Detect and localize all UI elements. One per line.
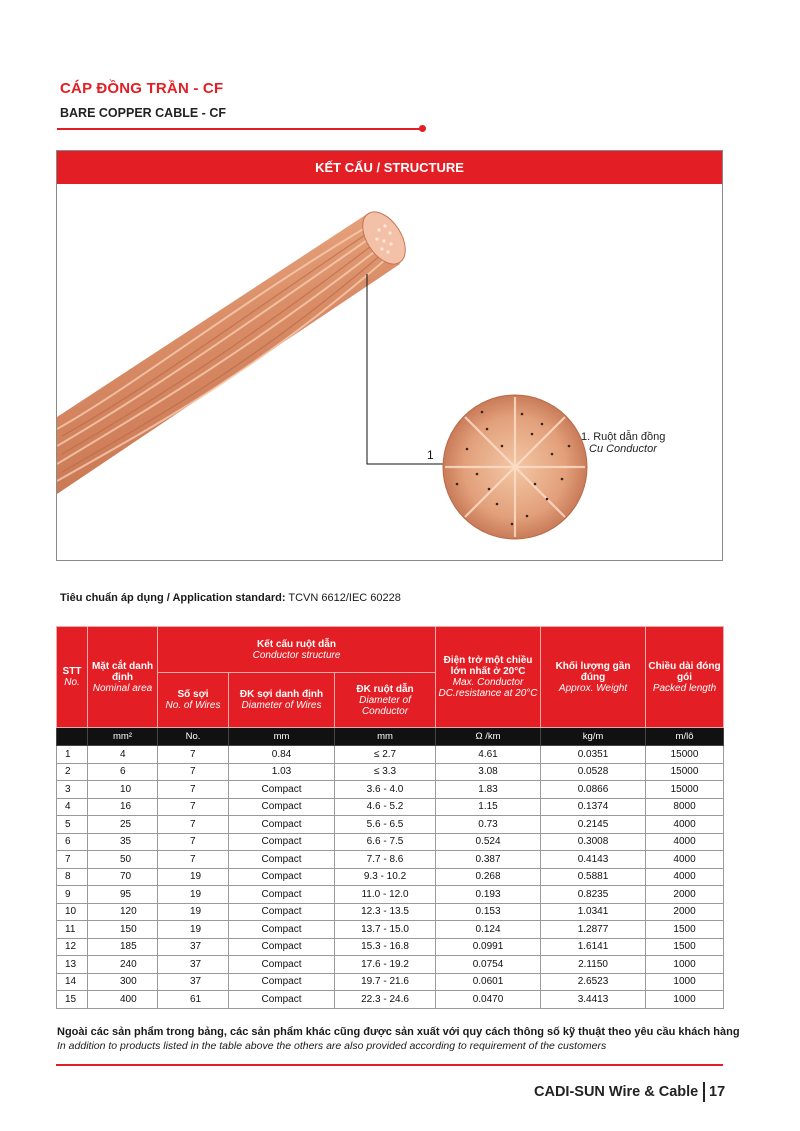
header-wires-vi: Số sợi	[177, 689, 209, 700]
table-row	[57, 833, 724, 851]
application-standard	[60, 592, 401, 604]
header-weight	[541, 627, 646, 728]
header-length-en: Packed length	[652, 682, 717, 694]
unit-row	[57, 728, 724, 746]
header-stt-en: No.	[64, 677, 80, 688]
cell-resistance: 0.387	[436, 851, 541, 869]
cell-nominal-area: 4	[88, 746, 158, 764]
spec-table	[56, 626, 724, 1009]
cell-wire-diameter: Compact	[229, 798, 335, 816]
cell-wire-count: 7	[158, 798, 229, 816]
cell-wire-diameter: Compact	[229, 938, 335, 956]
table-row	[57, 903, 724, 921]
cell-packed-length: 1000	[646, 973, 724, 991]
cell-resistance: 0.0470	[436, 991, 541, 1009]
cell-packed-length: 1000	[646, 991, 724, 1009]
cell-conductor-diameter: 5.6 - 6.5	[335, 816, 436, 834]
header-length-vi: Chiều dài đóng gói	[648, 660, 721, 683]
cell-stt: 12	[57, 938, 88, 956]
cell-wire-diameter: 1.03	[229, 763, 335, 781]
header-conductor-diameter-vi: ĐK ruột dẫn	[356, 683, 414, 695]
cell-packed-length: 15000	[646, 781, 724, 799]
cable-illustration	[57, 184, 722, 560]
cell-conductor-diameter: 9.3 - 10.2	[335, 868, 436, 886]
cell-weight: 0.2145	[541, 816, 646, 834]
unit-cell: m/lô	[646, 728, 724, 746]
cell-nominal-area: 50	[88, 851, 158, 869]
cell-wire-count: 7	[158, 816, 229, 834]
unit-cell-blank	[57, 728, 88, 746]
cell-resistance: 3.08	[436, 763, 541, 781]
cell-nominal-area: 10	[88, 781, 158, 799]
header-weight-vi: Khối lượng gần đúng	[555, 660, 631, 683]
cell-resistance: 0.268	[436, 868, 541, 886]
cell-nominal-area: 95	[88, 886, 158, 904]
cell-wire-count: 37	[158, 973, 229, 991]
table-row	[57, 763, 724, 781]
cell-wire-count: 19	[158, 903, 229, 921]
cell-weight: 0.1374	[541, 798, 646, 816]
cell-wire-diameter: Compact	[229, 991, 335, 1009]
cell-wire-count: 7	[158, 746, 229, 764]
cell-resistance: 0.124	[436, 921, 541, 939]
standard-value: TCVN 6612/IEC 60228	[288, 592, 401, 604]
cell-nominal-area: 35	[88, 833, 158, 851]
table-row	[57, 816, 724, 834]
cell-resistance: 4.61	[436, 746, 541, 764]
header-wire-diameter-vi: ĐK sợi danh định	[239, 689, 324, 700]
header-area-vi: Mặt cắt danh định	[91, 660, 154, 683]
cell-stt: 9	[57, 886, 88, 904]
cell-packed-length: 4000	[646, 833, 724, 851]
header-wires	[158, 673, 229, 728]
cell-packed-length: 15000	[646, 746, 724, 764]
cell-stt: 7	[57, 851, 88, 869]
cell-wire-count: 7	[158, 833, 229, 851]
table-row	[57, 851, 724, 869]
cell-stt: 13	[57, 956, 88, 974]
header-conductor	[158, 627, 436, 673]
cell-packed-length: 15000	[646, 763, 724, 781]
cell-weight: 2.1150	[541, 956, 646, 974]
cell-resistance: 1.15	[436, 798, 541, 816]
cell-resistance: 1.83	[436, 781, 541, 799]
cell-conductor-diameter: 22.3 - 24.6	[335, 991, 436, 1009]
header-area	[88, 627, 158, 728]
spec-table-body	[57, 746, 724, 1009]
cell-conductor-diameter: 13.7 - 15.0	[335, 921, 436, 939]
cell-resistance: 0.0601	[436, 973, 541, 991]
table-row	[57, 798, 724, 816]
cell-wire-count: 7	[158, 781, 229, 799]
cell-wire-count: 7	[158, 851, 229, 869]
cell-conductor-diameter: 6.6 - 7.5	[335, 833, 436, 851]
table-row	[57, 956, 724, 974]
cell-weight: 0.3008	[541, 833, 646, 851]
cell-wire-diameter: Compact	[229, 973, 335, 991]
footnote-vi: Ngoài các sản phẩm trong bảng, các sản phẩm khác cũng được sản xuất với quy cách thông số kỹ thuật theo yêu cầu khách hàng	[57, 1026, 740, 1038]
header-wire-diameter-en: Diameter of Wires	[241, 700, 322, 711]
page-title-vi: CÁP ĐỒNG TRẦN - CF	[60, 80, 224, 97]
standard-label: Tiêu chuẩn áp dụng / Application standard:	[60, 592, 286, 604]
unit-cell: mm	[335, 728, 436, 746]
header-stt-vi: STT	[62, 666, 82, 677]
cell-conductor-diameter: 7.7 - 8.6	[335, 851, 436, 869]
cell-weight: 3.4413	[541, 991, 646, 1009]
cell-resistance: 0.73	[436, 816, 541, 834]
cell-resistance: 0.0754	[436, 956, 541, 974]
cell-resistance: 0.153	[436, 903, 541, 921]
table-row	[57, 746, 724, 764]
cell-wire-diameter: Compact	[229, 851, 335, 869]
cell-stt: 14	[57, 973, 88, 991]
unit-cell: No.	[158, 728, 229, 746]
callout-number: 1	[427, 448, 434, 462]
title-underline	[57, 128, 422, 130]
cell-weight: 1.6141	[541, 938, 646, 956]
cell-nominal-area: 6	[88, 763, 158, 781]
cell-wire-count: 19	[158, 886, 229, 904]
cable-body	[57, 204, 414, 494]
cell-nominal-area: 25	[88, 816, 158, 834]
cell-weight: 0.8235	[541, 886, 646, 904]
cell-weight: 1.2877	[541, 921, 646, 939]
cell-conductor-diameter: 3.6 - 4.0	[335, 781, 436, 799]
header-length	[646, 627, 724, 728]
structure-panel	[56, 150, 723, 561]
legend-label-en: Cu Conductor	[589, 443, 657, 455]
cell-wire-diameter: Compact	[229, 886, 335, 904]
footnote-en: In addition to products listed in the table above the others are also provided according to requirement of the customers	[57, 1040, 607, 1052]
footer-brand: CADI-SUN Wire & Cable	[534, 1084, 699, 1100]
cell-stt: 15	[57, 991, 88, 1009]
cell-stt: 1	[57, 746, 88, 764]
cell-conductor-diameter: 12.3 - 13.5	[335, 903, 436, 921]
cell-packed-length: 4000	[646, 868, 724, 886]
cell-stt: 6	[57, 833, 88, 851]
header-conductor-en: Conductor structure	[252, 649, 341, 661]
cell-nominal-area: 70	[88, 868, 158, 886]
cell-wire-diameter: 0.84	[229, 746, 335, 764]
table-row	[57, 991, 724, 1009]
cell-stt: 11	[57, 921, 88, 939]
cell-wire-diameter: Compact	[229, 781, 335, 799]
cell-stt: 4	[57, 798, 88, 816]
cell-nominal-area: 150	[88, 921, 158, 939]
cell-stt: 5	[57, 816, 88, 834]
table-row	[57, 973, 724, 991]
cell-packed-length: 2000	[646, 903, 724, 921]
header-resistance	[436, 627, 541, 728]
header-wire-diameter	[229, 673, 335, 728]
cell-wire-diameter: Compact	[229, 956, 335, 974]
cell-wire-diameter: Compact	[229, 903, 335, 921]
cell-wire-count: 37	[158, 938, 229, 956]
header-stt	[57, 627, 88, 728]
cell-weight: 0.0866	[541, 781, 646, 799]
header-conductor-diameter	[335, 673, 436, 728]
footer-divider	[56, 1064, 723, 1066]
structure-banner: KẾT CẤU / STRUCTURE	[57, 151, 722, 184]
cell-wire-count: 37	[158, 956, 229, 974]
cell-nominal-area: 400	[88, 991, 158, 1009]
cell-wire-count: 19	[158, 868, 229, 886]
cell-stt: 3	[57, 781, 88, 799]
table-row	[57, 781, 724, 799]
page-number: 17	[709, 1084, 726, 1100]
cross-section	[443, 395, 587, 539]
cell-nominal-area: 300	[88, 973, 158, 991]
cell-packed-length: 2000	[646, 886, 724, 904]
cell-packed-length: 1500	[646, 938, 724, 956]
cell-wire-diameter: Compact	[229, 833, 335, 851]
table-row	[57, 886, 724, 904]
cell-resistance: 0.524	[436, 833, 541, 851]
header-area-en: Nominal area	[92, 682, 153, 694]
cell-conductor-diameter: ≤ 3.3	[335, 763, 436, 781]
table-row	[57, 868, 724, 886]
cell-conductor-diameter: 11.0 - 12.0	[335, 886, 436, 904]
page-title-en: BARE COPPER CABLE - CF	[60, 106, 226, 120]
cell-resistance: 0.0991	[436, 938, 541, 956]
footer-separator	[703, 1082, 705, 1102]
header-resistance-en: Max. Conductor DC.resistance at 20°C	[438, 677, 538, 699]
header-resistance-vi: Điện trở một chiều lớn nhất ở 20°C	[443, 655, 533, 677]
unit-cell: mm	[229, 728, 335, 746]
cell-weight: 2.6523	[541, 973, 646, 991]
unit-cell: kg/m	[541, 728, 646, 746]
cell-wire-count: 61	[158, 991, 229, 1009]
cell-weight: 0.0351	[541, 746, 646, 764]
cell-packed-length: 4000	[646, 851, 724, 869]
cell-weight: 0.5881	[541, 868, 646, 886]
cell-wire-count: 19	[158, 921, 229, 939]
header-weight-en: Approx. Weight	[558, 682, 628, 694]
cell-weight: 1.0341	[541, 903, 646, 921]
cell-packed-length: 8000	[646, 798, 724, 816]
header-conductor-diameter-en: Diameter of Conductor	[359, 694, 411, 717]
cell-conductor-diameter: 4.6 - 5.2	[335, 798, 436, 816]
header-conductor-vi: Kết cấu ruột dẫn	[257, 638, 336, 650]
legend-label-vi: 1. Ruột dẫn đồng	[581, 431, 666, 443]
cell-conductor-diameter: ≤ 2.7	[335, 746, 436, 764]
cell-packed-length: 1500	[646, 921, 724, 939]
title-underline-dot	[419, 125, 426, 132]
header-wires-en: No. of Wires	[165, 700, 221, 711]
cell-stt: 8	[57, 868, 88, 886]
cell-wire-diameter: Compact	[229, 816, 335, 834]
cell-packed-length: 1000	[646, 956, 724, 974]
unit-cell: mm²	[88, 728, 158, 746]
cell-packed-length: 4000	[646, 816, 724, 834]
cell-resistance: 0.193	[436, 886, 541, 904]
legend	[581, 431, 665, 455]
cell-nominal-area: 240	[88, 956, 158, 974]
cell-conductor-diameter: 17.6 - 19.2	[335, 956, 436, 974]
cell-wire-count: 7	[158, 763, 229, 781]
cell-nominal-area: 120	[88, 903, 158, 921]
cell-wire-diameter: Compact	[229, 868, 335, 886]
cell-weight: 0.4143	[541, 851, 646, 869]
table-row	[57, 921, 724, 939]
table-row	[57, 938, 724, 956]
cell-stt: 10	[57, 903, 88, 921]
cell-weight: 0.0528	[541, 763, 646, 781]
unit-cell: Ω /km	[436, 728, 541, 746]
cell-conductor-diameter: 19.7 - 21.6	[335, 973, 436, 991]
cell-nominal-area: 185	[88, 938, 158, 956]
cell-conductor-diameter: 15.3 - 16.8	[335, 938, 436, 956]
cell-nominal-area: 16	[88, 798, 158, 816]
cell-wire-diameter: Compact	[229, 921, 335, 939]
cell-stt: 2	[57, 763, 88, 781]
